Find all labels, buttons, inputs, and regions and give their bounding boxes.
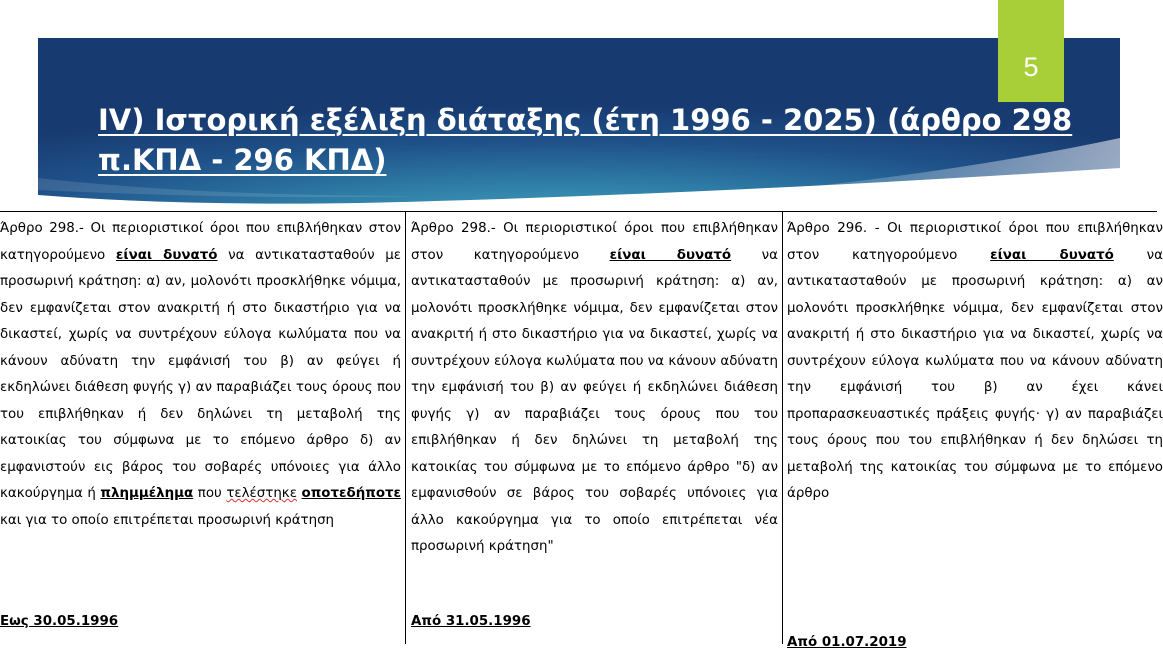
table-column-from-2019 <box>783 212 1163 650</box>
emphasis: είναι δυνατό <box>609 247 732 263</box>
period-label: Εως 30.05.1996 <box>0 614 119 629</box>
article-text: Άρθρο 298.- Οι περιοριστικοί όροι που επιβλήθηκαν στον κατηγορούμενο είναι δυνατό να αντικατασταθούν με προσωρινή κράτηση: α) αν, μολονότι προσκλήθηκε νόμιμα, δεν εμφανίζεται στον ανακριτή ή στο δικαστήριο για να δικαστεί, χωρίς να συντρέχουν εύλογα κωλύματα που να κάνουν αδύνατη την εμφάνισή του β) αν φεύγει ή εκδηλώνει διάθεση φυγής γ) αν παραβιάζει τους όρους που του επιβλήθηκαν ή δεν δηλώνει τη μεταβολή της κατοικίας του σύμφωνα με το επόμενο άρθρο δ) αν εμφανιστούν εις βάρος του σοβαρές υπόνοιες για άλλο κακούργημα ή πλημμέλημα που τελέστηκε οποτεδήποτε και για το οποίο επιτρέπεται προσωρινή κράτηση <box>0 221 402 528</box>
emphasis: οποτεδήποτε <box>301 486 402 501</box>
period-label: Από 01.07.2019 <box>787 635 907 650</box>
period-label: Από 31.05.1996 <box>411 614 531 629</box>
slide-number-tab <box>998 0 1064 102</box>
table-column-from-1996 <box>406 212 783 644</box>
comparison-table <box>0 211 1163 650</box>
article-text: Άρθρο 298.- Οι περιοριστικοί όροι που επιβλήθηκαν στον κατηγορούμενο είναι δυνατό να αντικατασταθούν με προσωρινή κράτηση: α) αν, μολονότι προσκλήθηκε νόμιμα, δεν εμφανίζεται στον ανακριτή ή στο δικαστήριο για να δικαστεί, χωρίς να συντρέχουν εύλογα κωλύματα που να κάνουν αδύνατη την εμφάνισή του β) αν φεύγει ή εκδηλώνει διάθεση φυγής γ) αν παραβιάζει τους όρους που του επιβλήθηκαν ή δεν δηλώνει τη μεταβολή της κατοικίας του σύμφωνα με το επόμενο άρθρο "δ) αν εμφανισθούν σε βάρος του σοβαρές υπόνοιες για άλλο κακούργημα για το οποίο επιτρέπεται νέα προσωρινή κράτηση" <box>411 221 778 554</box>
slide-number: 5 <box>1023 52 1039 82</box>
emphasis: είναι δυνατό <box>990 247 1114 263</box>
article-text: Άρθρο 296. - Οι περιοριστικοί όροι που επιβλήθηκαν στον κατηγορούμενο είναι δυνατό να αντικατασταθούν με προσωρινή κράτηση: α) αν μολονότι προσκλήθηκε νόμιμα, δεν εμφανίζεται στον ανακριτή ή στο δικαστήριο για να δικαστεί, χωρίς να συντρέχουν εύλογα κωλύματα που να κάνουν αδύνατη την εμφάνισή του β) αν έχει κάνει προπαρασκευαστικές πράξεις φυγής· γ) αν παραβιάζει τους όρους που του επιβλήθηκαν ή δεν δηλώσει τη μεταβολή της κατοικίας του σύμφωνα με το επόμενο άρθρο <box>787 221 1163 501</box>
table-column-until-1996 <box>0 212 406 644</box>
emphasis: είναι δυνατό <box>115 247 218 263</box>
emphasis: πλημμέλημα <box>100 486 194 501</box>
spellcheck-flag: τελέστηκε <box>226 486 297 501</box>
slide-title: IV) Ιστορική εξέλιξη διάταξης (έτη 1996 - 2025) (άρθρο 298 π.ΚΠΔ - 296 ΚΠΔ) <box>98 103 1073 177</box>
